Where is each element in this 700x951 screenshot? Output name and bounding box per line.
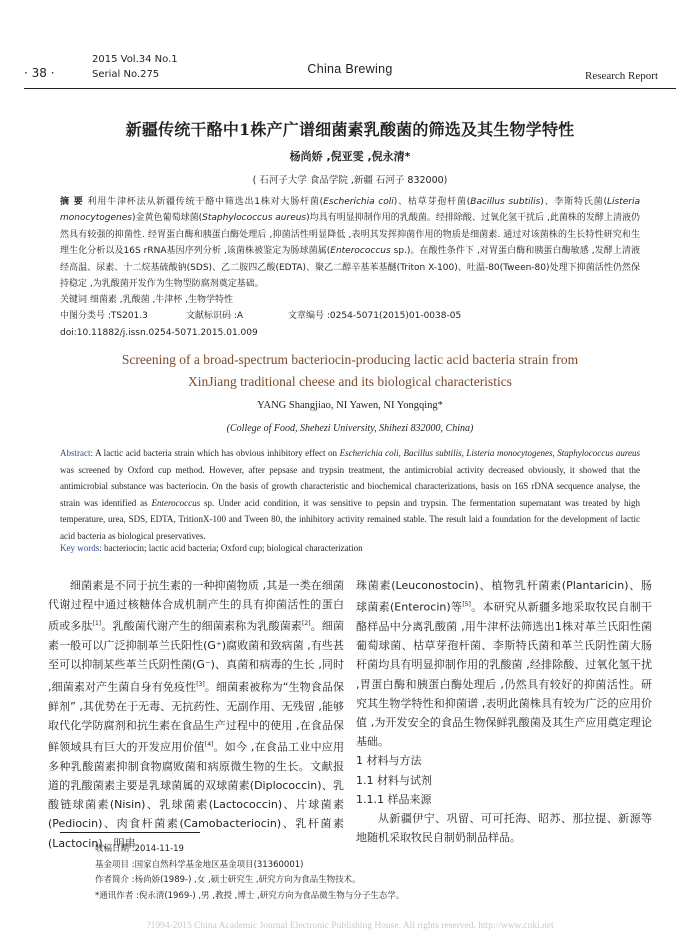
cn-abstract-species: Listeria monocytogenes	[60, 197, 640, 224]
cn-keywords: 关键词 细菌素 ,乳酸菌 ,牛津杯 ,生物学特性	[60, 295, 234, 305]
cn-abstract-label: 摘 要	[60, 197, 88, 207]
en-abstract-label: Abstract:	[60, 448, 93, 458]
cn-abstract-text: )金黄色葡萄球菌(	[131, 213, 203, 224]
en-title-line: Screening of a broad-spectrum bacteriocin-producing lactic acid bacteria strain from	[121, 352, 579, 367]
body-text: 细菌素是不同于抗生素的一种抑菌物质 ,其是一类在细菌代谢过程中通过核糖体合成机制产生的具有抑菌活性的蛋白质或多肽	[48, 579, 344, 634]
fund-info: 基金项目 :国家自然科学基金地区基金项目(31360001)	[95, 859, 304, 870]
cn-classification	[60, 308, 640, 324]
cn-abstract-text: sp.)。在酸性条件下 ,对胃蛋白酶和胰蛋白酶敏感 ,发酵上清液经高温、尿素、十二烷基硫酸钠(SDS)、乙二胺四乙酸(EDTA)、聚乙二醇辛基苯基醚(Triton X-100)、吐温-80(Tween-80)处理下抑菌活性仍然保持稳定 ,为乳酸菌开发作为生物型防腐剂奠定基础。	[60, 246, 640, 290]
en-keywords	[60, 543, 640, 553]
en-authors: YANG Shangjiao, NI Yawen, NI Yongqing*	[257, 400, 443, 411]
citation[interactable]: [4]	[204, 740, 214, 748]
page-number: · 38 ·	[24, 66, 55, 80]
en-keywords-text: bacteriocin; lactic acid bacteria; Oxford cup; biological characterization	[101, 543, 363, 553]
cn-title: 新疆传统干酪中1株产广谱细菌素乳酸菌的筛选及其生物学特性	[125, 120, 575, 139]
body-right-column	[356, 576, 652, 848]
body-text: 珠菌素(Leuconostocin)、植物乳杆菌素(Plantaricin)、肠球菌素(Enterocin)等	[356, 579, 652, 614]
received-date: 收稿日期 :2014-11-19	[95, 844, 184, 854]
cn-abstract-species: Staphylococcus aureus	[202, 213, 307, 224]
author-info: 作者简介 :杨尚娇(1989-) ,女 ,硕士研究生 ,研究方向为食品生物技术。	[95, 875, 361, 885]
body-text: 。如今 ,在食品工业中应用多种乳酸菌素抑制食物腐败菌和病原微生物的生长。文献报道的乳酸菌素主要是乳球菌属的双球菌素(Diplococcin)、乳酸链球菌素(Nisin)、乳球菌素(Lactococcin)、片球菌素(Pediocin)、肉食杆菌素(Camobacteriocin)、乳杆菌素(Lactocin)、明串	[48, 740, 345, 850]
cn-affiliation: ( 石河子大学 食品学院 ,新疆 石河子 832000)	[252, 175, 448, 186]
copyright-footer: ?1994-2015 China Academic Journal Electronic Publishing House. All rights reserved. http://www.cnki.net	[146, 921, 554, 931]
corresponding-author: *通讯作者 :倪永清(1969-) ,男 ,教授 ,博士 ,研究方向为食品微生物与分子生态学。	[95, 890, 405, 901]
clc-number: 中图分类号 :TS201.3	[60, 311, 148, 321]
en-abstract-species: Escherichia coli, Bacillus subtilis, Listeria monocytogenes, Staphylococcus aureus	[339, 448, 640, 458]
cn-abstract	[60, 194, 640, 292]
header-divider	[24, 88, 676, 89]
en-abstract-text: sp. Under acid condition, it was sensitive to pepsin and trypsin. The fermentation supernatant was treated by high temperature, urea, SDS, EDTA, TritionX-100 and Tween 80, the inhibitory activity remained stable. The result laid a foundation for the development of lactic acid bacteria as biological preservatives.	[60, 497, 640, 541]
en-abstract-species: Enterococcus	[151, 497, 201, 508]
footnotes	[95, 842, 655, 904]
body-paragraph	[48, 576, 344, 853]
journal-name: China Brewing	[307, 62, 393, 76]
cn-abstract-text: )均具有明显抑制作用的乳酸菌。经排除酸、过氧化氢干扰后 ,此菌株的发酵上清液仍然具有较强的抑菌性. 经胃蛋白酶和胰蛋白酶处理后 ,抑菌活性明显降低 ,表明其发挥抑菌作用的物质是细菌素. 通过对该菌株的生长特性研究和生理生化分析以及16S rRNA基因序列分析 ,该菌株被鉴定为肠球菌属(	[60, 213, 640, 257]
body-text: 。本研究从新疆多地采取牧民自制干酪样品中分离乳酸菌 ,用牛津杯法筛选出1株对革兰氏阳性菌葡萄球菌、枯草芽孢杆菌、李斯特氏菌和革兰氏阴性菌大肠杆菌均具有明显抑制作用的乳酸菌 ,经排除酸、过氧化氢干扰 ,胃蛋白酶和胰蛋白酶处理后 ,仍然具有较好的抑菌活性。研究其生物学特性和抑菌谱 ,表明此菌株具有较为广泛的应用价值 ,为开发安全的食品生物保鲜乳酸菌及其生产应用奠定理论基础。	[356, 600, 653, 749]
en-abstract-text: was screened by Oxford cup method. However, after pepsase and trypsin treatment, the antimicrobial activity decreased obviously, it showed that the antimicrobial substance was bacteriocin. On the basis of growth characteristic and biochemical characterizations, basis on 16S rDNA secquence analyse, the strain was identified as	[60, 464, 640, 508]
body-text: 。细菌素被称为“生物食品保鲜剂” ,其优势在于无毒、无抗药性、无副作用、无残留 ,能够取代化学防腐剂和抗生素在食品生产过程中的使用 ,在食品保鲜领域具有巨大的开发应用价值	[48, 680, 345, 754]
subsection-heading: 1.1 材料与试剂	[356, 773, 432, 787]
cn-abstract-species: Bacillus subtilis	[470, 197, 541, 207]
volume-label: 2015 Vol.34 No.1	[92, 54, 178, 65]
en-title	[0, 349, 700, 393]
body-text: 。乳酸菌代谢产生的细菌素称为乳酸菌素	[101, 620, 303, 634]
body-paragraph: 从新疆伊宁、巩留、可可托海、昭苏、那拉提、新源等地随机采取牧民自制奶制品样品。	[356, 812, 652, 845]
serial-label: Serial No.275	[92, 69, 160, 80]
section-heading: 1 材料与方法	[356, 754, 422, 768]
cn-abstract-text: )、李斯特氏菌(	[540, 197, 607, 207]
body-left-column	[48, 576, 344, 853]
section-label: Research Report	[585, 70, 658, 82]
cn-abstract-text: )、枯草芽孢杆菌(	[393, 197, 471, 207]
cn-abstract-text: 利用牛津杯法从新疆传统干酪中筛选出1株对大肠杆菌(	[87, 197, 324, 207]
cn-abstract-species: Escherichia coli	[323, 197, 394, 207]
en-abstract	[60, 445, 640, 544]
article-number: 文章编号 :0254-5071(2015)01-0038-05	[288, 311, 462, 321]
subsubsection-heading: 1.1.1 样品来源	[356, 792, 432, 806]
en-title-line: XinJiang traditional cheese and its biological characteristics	[188, 374, 512, 389]
body-text: 。细菌素一般可以广泛抑制革兰氏阳性(G⁺)腐败菌和致病菌 ,有些甚至可以抑制某些革兰氏阴性菌(G⁻)、真菌和病毒的生长 ,同时 ,细菌素对产生菌自身有免疫性	[48, 620, 345, 694]
en-abstract-text: A lactic acid bacteria strain which has obvious inhibitory effect on	[93, 448, 340, 458]
cn-authors: 杨尚娇 ,倪亚雯 ,倪永清*	[289, 150, 411, 163]
document-code: 文献标识码 :A	[186, 311, 244, 321]
citation[interactable]: [1]	[92, 620, 102, 628]
en-keywords-label: Key words:	[60, 543, 102, 553]
cn-abstract-species: Enterococcus	[330, 246, 391, 257]
footnote-divider	[60, 832, 200, 833]
en-affiliation: (College of Food, Shehezi University, Shihezi 832000, China)	[226, 423, 474, 434]
citation[interactable]: [5]	[462, 601, 471, 609]
citation[interactable]: [3]	[196, 680, 205, 688]
citation[interactable]: [2]	[302, 620, 311, 628]
body-paragraph	[356, 576, 652, 751]
doi: doi:10.11882/j.issn.0254-5071.2015.01.009	[60, 328, 258, 338]
